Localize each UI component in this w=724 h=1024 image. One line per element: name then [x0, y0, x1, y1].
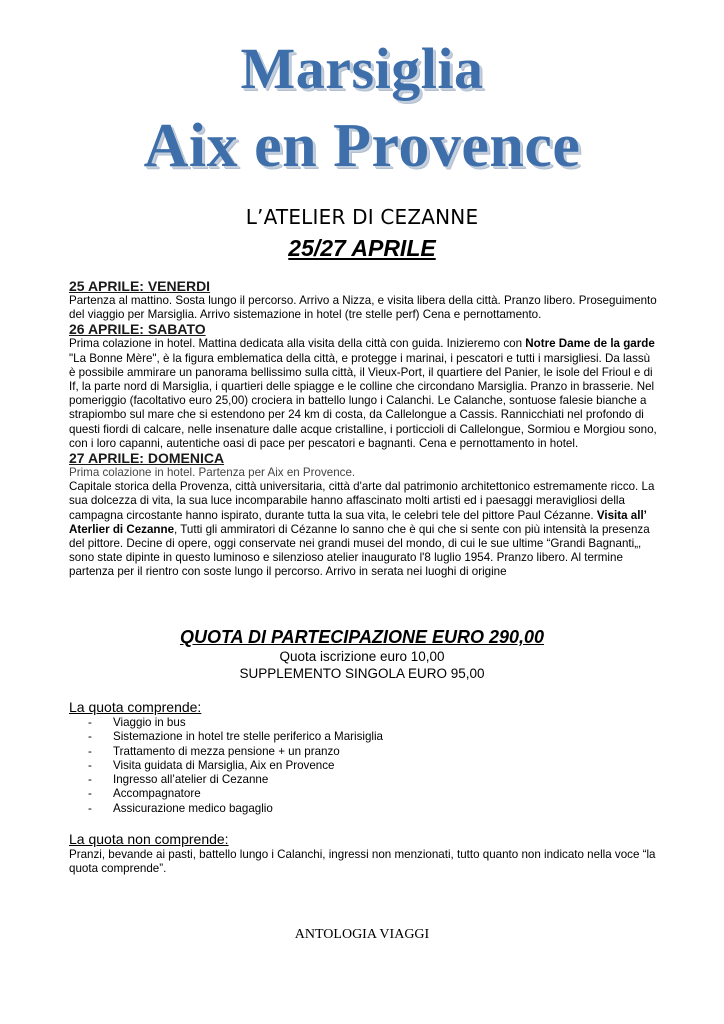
- list-item: [88, 759, 383, 773]
- day-heading: 26 APRILE: SABATO: [69, 321, 206, 338]
- list-item-text: Trattamento di mezza pensione + un pranzo: [113, 744, 340, 758]
- list-item-text: Assicurazione medico bagaglio: [113, 801, 273, 815]
- title-aix-en-provence: Aix en Provence: [143, 112, 581, 180]
- subtitle-atelier: L’ATELIER DI CEZANNE: [245, 205, 479, 229]
- day-heading: 27 APRILE: DOMENICA: [69, 450, 225, 467]
- list-item: [88, 745, 383, 759]
- list-item-text: Viaggio in bus: [113, 716, 186, 729]
- price-title: QUOTA DI PARTECIPAZIONE EURO 290,00: [179, 627, 545, 647]
- list-item-text: Accompagnatore: [113, 787, 201, 801]
- included-list: [88, 716, 383, 816]
- dash-bullet: -: [88, 744, 92, 758]
- agency-footer: ANTOLOGIA VIAGGI: [294, 927, 430, 942]
- title-marsiglia: Marsiglia: [240, 36, 484, 101]
- day-description-intro: Prima colazione in hotel. Partenza per Aix en Provence.: [69, 466, 356, 480]
- day-description: [69, 337, 659, 451]
- list-item: [88, 716, 383, 730]
- highlight-notre-dame: Notre Dame de la garde: [525, 337, 655, 351]
- day-text-part: , Tutti gli ammiratori di Cézanne lo sanno che è qui che si sente con più intensità la presenza del pittore. Decine di opere, oggi conservate nei grandi musei del mondo, di cui le sue ultime “Grandi Bagnanti„, sono state dipinte in questo luminoso e silenzioso atelier inaugurato l'8 luglio 1954. Pranzo libero. Al termine partenza per il rientro con soste lungo il percorso. Arrivo in serata nei luoghi di origine: [69, 522, 650, 579]
- excluded-text: Pranzi, bevande ai pasti, battello lungo i Calanchi, ingressi non menzionati, tutto quanto non indicato nella voce “la quota comprende”.: [69, 848, 656, 876]
- day-text-part: Prima colazione in hotel. Mattina dedicata alla visita della città con guida. Inizieremo con: [69, 337, 526, 351]
- day-text-part: "La Bonne Mère", è la figura emblematica della città, e protegge i marinai, i pescatori e tutti i marsigliesi. Da lassù è possibile ammirare un panorama bellissimo sulla città, il Vieux-Port, il quartiere del Panier, le isole del Frioul e di If, la parte nord di Marsiglia, i quartieri delle spiagge e le colline che circondano Marsiglia. Pranzo in brasserie. Nel pomeriggio (facoltativo euro 25,00) crociera in battello lungo i Calanchi. Le Calanche, sontuose falesie bianche a strapiombo sul mare che si estendono per 24 km di costa, da Callelongue a Cassis. Rannicchiati nel profondo di questi fiordi di calcare, nelle insenature dalle acque cristalline, i porticcioli di Callelongue, Sormiou e Morgiou sono, con i loro capanni, autentiche oasi di pace per pescatori e bagnanti. Cena e pernottamento in hotel.: [69, 351, 657, 450]
- dash-bullet: -: [88, 758, 92, 772]
- list-item-text: Ingresso all’atelier di Cezanne: [113, 773, 269, 787]
- single-supplement: SUPPLEMENTO SINGOLA EURO 95,00: [239, 666, 485, 681]
- excluded-heading: La quota non comprende:: [69, 831, 229, 847]
- list-item: [88, 730, 383, 744]
- itinerary: [69, 279, 659, 580]
- dash-bullet: -: [88, 787, 92, 801]
- list-item: [88, 773, 383, 787]
- day-description: Partenza al mattino. Sosta lungo il percorso. Arrivo a Nizza, e visita libera della città. Pranzo libero. Proseguimento del viaggio per Marsiglia. Arrivo sistemazione in hotel (tre stelle perf) Cena e pernottamento.: [69, 294, 657, 322]
- dash-bullet: -: [88, 716, 92, 729]
- registration-fee: Quota iscrizione euro 10,00: [279, 649, 445, 664]
- list-item-text: Sistemazione in hotel tre stelle periferico a Marisiglia: [113, 730, 383, 744]
- day-description: [69, 480, 659, 579]
- day-heading: 25 APRILE: VENERDI: [69, 278, 211, 294]
- list-item: [88, 787, 383, 801]
- day-text-part: Capitale storica della Provenza, città universitaria, città d'arte dal patrimonio architettonico estremamente ricco. La sua dolcezza di vita, la sua luce incomparabile hanno affascinato molti artisti ed i paesaggi meravigliosi della campagna circostante hanno ispirato, durante tutta la sua vita, le celebri tele del pittore Paul Cézanne.: [69, 480, 655, 522]
- dash-bullet: -: [88, 730, 92, 744]
- included-heading: La quota comprende:: [69, 699, 202, 715]
- dash-bullet: -: [88, 773, 92, 787]
- list-item: [88, 802, 383, 816]
- dash-bullet: -: [88, 801, 92, 815]
- trip-dates: 25/27 APRILE: [288, 235, 436, 261]
- list-item-text: Visita guidata di Marsiglia, Aix en Provence: [113, 758, 335, 772]
- highlight-atelier: Visita all’ Aterlier di Cezanne: [69, 508, 647, 536]
